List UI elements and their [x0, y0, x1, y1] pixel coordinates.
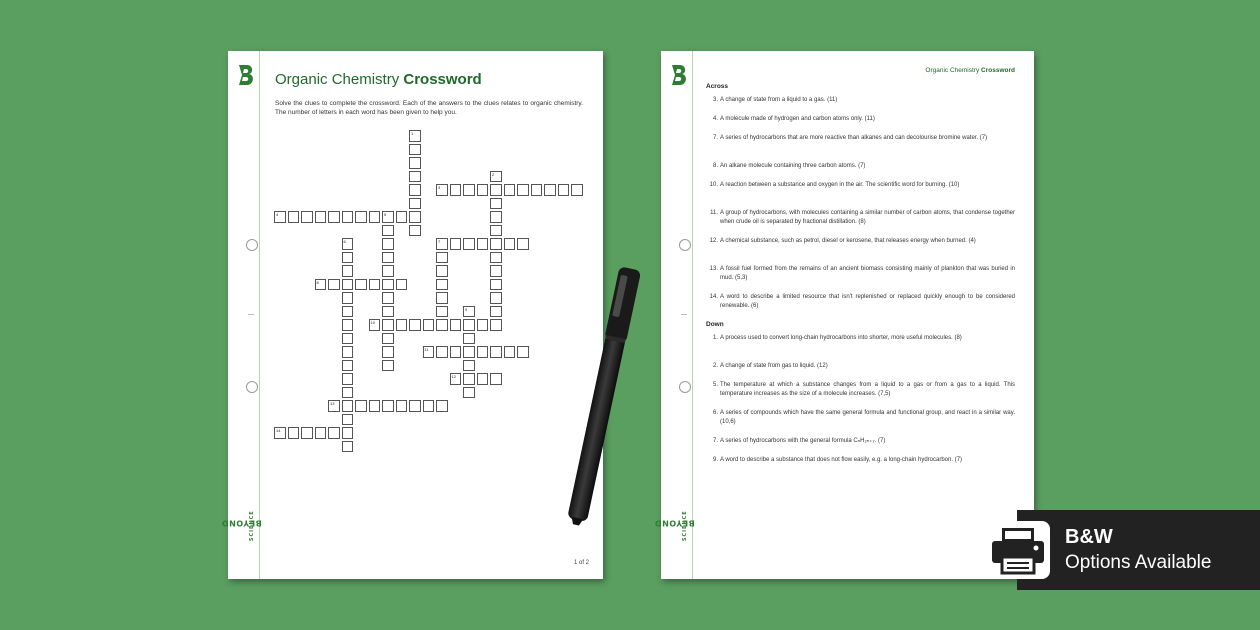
crossword-cell — [409, 225, 421, 237]
cell-number: 8 — [316, 279, 319, 285]
fold-mark — [681, 314, 687, 315]
clue-across — [706, 237, 1015, 246]
clue-across — [706, 265, 1015, 282]
clue-number: 11. — [710, 210, 718, 216]
crossword-cell — [382, 292, 394, 304]
brand-main: BEYOND — [654, 518, 695, 528]
clue-text: The temperature at which a substance changes from a liquid to a gas or from a gas to a liquid. This temperature increases as the size of a molecule increases. (7,5) — [720, 382, 1015, 397]
clue-number: 7. — [712, 135, 718, 141]
clue-text: A word to describe a limited resource that isn't replenished or replaced quickly enough to be considered renewable. (6) — [720, 294, 1015, 309]
crossword-cell — [436, 292, 448, 304]
crossword-cell — [382, 279, 394, 291]
clue-across — [706, 162, 1015, 171]
clue-across — [706, 115, 1015, 124]
clue-number: 4. — [712, 116, 718, 122]
crossword-cell — [409, 144, 421, 156]
crossword-cell — [342, 265, 354, 277]
crossword-cell — [436, 346, 448, 358]
crossword-cell — [342, 387, 354, 399]
crossword-cell — [355, 211, 367, 223]
crossword-cell — [409, 319, 421, 331]
clue-text: A series of hydrocarbons with the general formula CₙH₂ₙ₊₂. (7) — [720, 438, 886, 444]
crossword-cell — [436, 319, 448, 331]
clue-number: 14. — [709, 294, 718, 300]
cell-number: 5 — [384, 212, 387, 217]
crossword-grid — [228, 51, 603, 579]
crossword-cell — [342, 211, 354, 223]
crossword-cell — [301, 427, 313, 439]
crossword-cell — [369, 400, 381, 412]
crossword-cell — [315, 427, 327, 439]
crossword-cell — [463, 319, 475, 331]
crossword-cell — [342, 414, 354, 426]
crossword-cell — [396, 279, 408, 291]
clue-across — [706, 209, 1015, 226]
across-heading: Across — [706, 83, 729, 90]
crossword-cell — [450, 184, 462, 196]
crossword-cell — [490, 211, 502, 223]
badge-title: B&W — [1065, 526, 1113, 548]
cell-number: 12 — [451, 374, 456, 379]
crossword-cell — [477, 319, 489, 331]
cell-number: 11 — [424, 347, 429, 352]
brand-vertical — [654, 483, 695, 563]
crossword-cell — [342, 279, 354, 291]
crossword-cell — [396, 319, 408, 331]
crossword-cell — [301, 211, 313, 223]
crossword-cell — [328, 211, 340, 223]
crossword-cell — [342, 292, 354, 304]
punch-hole — [679, 239, 691, 251]
cell-number: 3 — [438, 185, 441, 190]
crossword-cell — [342, 252, 354, 264]
crossword-cell — [463, 346, 475, 358]
crossword-cell — [382, 360, 394, 372]
clue-text: An alkane molecule containing three carbon atoms. (7) — [720, 163, 866, 169]
crossword-cell — [288, 211, 300, 223]
crossword-cell — [436, 252, 448, 264]
crossword-cell — [463, 387, 475, 399]
crossword-cell — [409, 184, 421, 196]
pen-icon — [560, 258, 650, 528]
cell-number: 2 — [492, 171, 495, 177]
cell-number: 6 — [343, 239, 346, 244]
title-main: Organic Chemistry — [275, 71, 400, 88]
cell-number: 14 — [276, 428, 281, 433]
brand-main: BEYOND — [221, 518, 262, 528]
clue-down — [706, 381, 1015, 398]
clue-number: 1. — [712, 335, 718, 341]
crossword-cell — [463, 373, 475, 385]
crossword-cell — [463, 360, 475, 372]
crossword-cell — [436, 400, 448, 412]
crossword-cell — [355, 400, 367, 412]
worksheet-page-1 — [221, 51, 603, 579]
crossword-cell — [342, 373, 354, 385]
clue-text: A reaction between a substance and oxygen in the air. The scientific word for burning. (10) — [720, 182, 960, 188]
crossword-cell — [477, 373, 489, 385]
crossword-cell — [396, 211, 408, 223]
crossword-cell — [369, 211, 381, 223]
title-bold: Crossword — [403, 71, 482, 88]
clue-number: 8. — [712, 163, 718, 169]
crossword-cell — [517, 346, 529, 358]
crossword-cell — [382, 319, 394, 331]
crossword-cell — [450, 346, 462, 358]
crossword-cell — [504, 346, 516, 358]
crossword-cell — [382, 346, 394, 358]
clue-down — [706, 437, 1015, 446]
crossword-cell — [342, 306, 354, 318]
cell-number: 10 — [370, 320, 375, 325]
clue-number: 12. — [709, 238, 718, 244]
crossword-cell — [450, 238, 462, 250]
beyond-logo-icon — [669, 64, 689, 86]
clue-text: A fossil fuel formed from the remains of an ancient biomass consisting mainly of plankton that was buried in mud. (5,3) — [720, 266, 1015, 281]
crossword-cell — [490, 225, 502, 237]
crossword-cell — [382, 252, 394, 264]
brand-sub: SCIENCE — [249, 510, 255, 542]
crossword-cell — [328, 427, 340, 439]
printer-icon — [984, 519, 1052, 581]
worksheet-page-2 — [654, 51, 1034, 579]
crossword-cell — [315, 211, 327, 223]
clue-number: 2. — [712, 363, 718, 369]
clue-text: A change of state from a liquid to a gas. (11) — [720, 97, 838, 103]
crossword-cell — [342, 400, 354, 412]
crossword-cell — [490, 279, 502, 291]
bw-options-badge — [1017, 510, 1260, 590]
clue-down — [706, 362, 1015, 371]
clue-number: 9. — [712, 457, 718, 463]
crossword-cell — [450, 319, 462, 331]
cell-number: 1 — [411, 131, 414, 136]
crossword-cell — [463, 184, 475, 196]
clue-text: A series of hydrocarbons that are more reactive than alkanes and can decolourise bromine water. (7) — [720, 135, 988, 141]
clue-text: A molecule made of hydrogen and carbon atoms only. (11) — [720, 116, 875, 122]
title-main: Organic Chemistry — [925, 67, 980, 74]
crossword-cell — [490, 292, 502, 304]
clue-number: 3. — [712, 97, 718, 103]
clue-text: A chemical substance, such as petrol, diesel or kerosene, that releases energy when burned. (4) — [720, 238, 976, 244]
crossword-cell — [477, 184, 489, 196]
brand-sub: SCIENCE — [682, 510, 688, 542]
crossword-cell — [409, 198, 421, 210]
crossword-cell — [409, 211, 421, 223]
clue-text: A series of compounds which have the same general formula and functional group, and react in a similar way. (10,6) — [720, 410, 1015, 425]
cell-number: 7 — [438, 239, 441, 244]
crossword-cell — [382, 333, 394, 345]
crossword-cell — [342, 427, 354, 439]
cell-number: 9 — [465, 306, 468, 312]
crossword-cell — [490, 238, 502, 250]
crossword-cell — [490, 198, 502, 210]
crossword-cell — [571, 184, 583, 196]
crossword-cell — [382, 400, 394, 412]
crossword-cell — [504, 238, 516, 250]
crossword-cell — [409, 157, 421, 169]
crossword-cell — [490, 265, 502, 277]
clue-number: 13. — [709, 266, 718, 272]
crossword-cell — [504, 184, 516, 196]
clue-across — [706, 96, 1015, 105]
crossword-cell — [477, 238, 489, 250]
crossword-cell — [342, 441, 354, 453]
crossword-cell — [436, 265, 448, 277]
page-number: 1 of 2 — [573, 560, 589, 566]
clue-down — [706, 409, 1015, 426]
crossword-cell — [423, 319, 435, 331]
clue-number: 5. — [712, 382, 718, 388]
cell-number: 4 — [276, 212, 279, 217]
clue-across — [706, 134, 1015, 143]
crossword-cell — [288, 427, 300, 439]
crossword-cell — [490, 346, 502, 358]
clue-down — [706, 334, 1015, 343]
clue-text: A group of hydrocarbons, with molecules containing a similar number of carbon atoms, that condense together when crude oil is separated by fractional distillation. (8) — [720, 210, 1015, 225]
crossword-cell — [342, 319, 354, 331]
crossword-cell — [490, 184, 502, 196]
crossword-cell — [463, 333, 475, 345]
crossword-cell — [409, 171, 421, 183]
crossword-cell — [490, 306, 502, 318]
clue-across — [706, 293, 1015, 310]
clue-across — [706, 181, 1015, 190]
crossword-cell — [490, 373, 502, 385]
crossword-cell — [342, 333, 354, 345]
clue-number: 6. — [712, 410, 718, 416]
crossword-cell — [382, 225, 394, 237]
clue-text: A process used to convert long-chain hydrocarbons into shorter, more useful molecules. (8) — [720, 335, 962, 341]
crossword-cell — [423, 400, 435, 412]
crossword-cell — [382, 265, 394, 277]
cell-number: 13 — [330, 401, 335, 406]
crossword-cell — [517, 238, 529, 250]
crossword-cell — [369, 279, 381, 291]
badge-subtitle: Options Available — [1065, 552, 1212, 573]
clue-number: 7. — [712, 438, 718, 444]
crossword-cell — [409, 400, 421, 412]
crossword-cell — [490, 252, 502, 264]
punch-hole — [679, 381, 691, 393]
clue-text: A word to describe a substance that does not flow easily, e.g. a long-chain hydrocarbon. (7) — [720, 457, 963, 463]
crossword-cell — [342, 360, 354, 372]
clue-text: A change of state from gas to liquid. (12) — [720, 363, 828, 369]
down-heading: Down — [706, 321, 724, 328]
crossword-cell — [382, 306, 394, 318]
crossword-cell — [355, 279, 367, 291]
crossword-cell — [531, 184, 543, 196]
crossword-cell — [463, 238, 475, 250]
crossword-cell — [517, 184, 529, 196]
crossword-cell — [382, 238, 394, 250]
crossword-cell — [328, 279, 340, 291]
crossword-cell — [436, 279, 448, 291]
crossword-cell — [436, 306, 448, 318]
crossword-cell — [342, 346, 354, 358]
page-title — [925, 67, 1015, 74]
crossword-cell — [544, 184, 556, 196]
crossword-cell — [477, 346, 489, 358]
clue-down — [706, 456, 1015, 465]
crossword-cell — [490, 319, 502, 331]
instructions: Solve the clues to complete the crossword. Each of the answers to the clues relates to organic chemistry. The number of letters in each word has been given to help you. — [275, 100, 583, 116]
crossword-cell — [396, 400, 408, 412]
title-bold: Crossword — [981, 67, 1015, 74]
clue-number: 10. — [709, 182, 718, 188]
crossword-cell — [558, 184, 570, 196]
